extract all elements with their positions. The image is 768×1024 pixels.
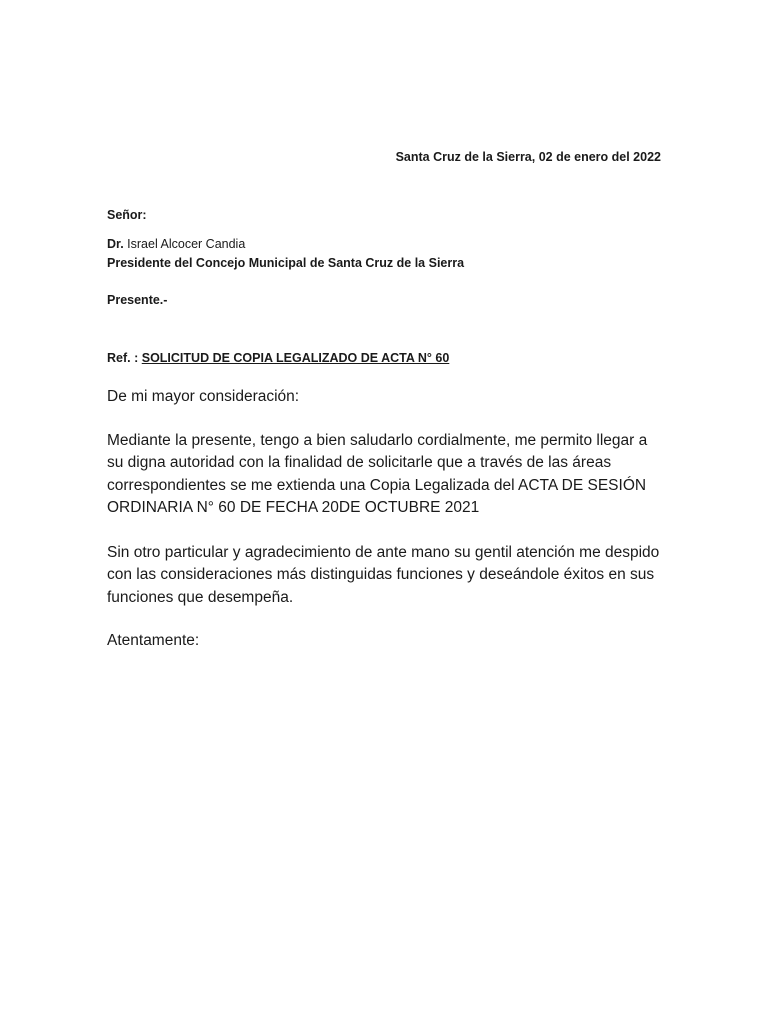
recipient-title: Dr. <box>107 237 124 251</box>
recipient-line <box>107 237 245 251</box>
recipient-name: Israel Alcocer Candia <box>127 237 246 251</box>
greeting: De mi mayor consideración: <box>107 388 300 405</box>
salutation-to: Señor: <box>107 208 147 222</box>
letter-date: Santa Cruz de la Sierra, 02 de enero del 2022 <box>395 150 661 164</box>
reference-line <box>107 351 449 365</box>
body-paragraph-2: Sin otro particular y agradecimiento de ante mano su gentil atención me despido con las consideraciones más distinguidas funciones y deseándole éxitos en sus funciones que desempeña. <box>107 544 660 606</box>
closing: Atentamente: <box>107 632 200 649</box>
reference-text: SOLICITUD DE COPIA LEGALIZADO DE ACTA N° 60 <box>141 351 450 365</box>
body-paragraph-1: Mediante la presente, tengo a bien saludarlo cordialmente, me permito llegar a su digna autoridad con la finalidad de solicitarle que a través de las áreas correspondientes se me extienda una Copia Legalizada del ACTA DE SESIÓN ORDINARIA N° 60 DE FECHA 20DE OCTUBRE 2021 <box>107 432 648 516</box>
recipient-position: Presidente del Concejo Municipal de Santa Cruz de la Sierra <box>107 256 465 270</box>
presente-line: Presente.- <box>107 293 168 307</box>
reference-label: Ref. : <box>107 351 139 365</box>
